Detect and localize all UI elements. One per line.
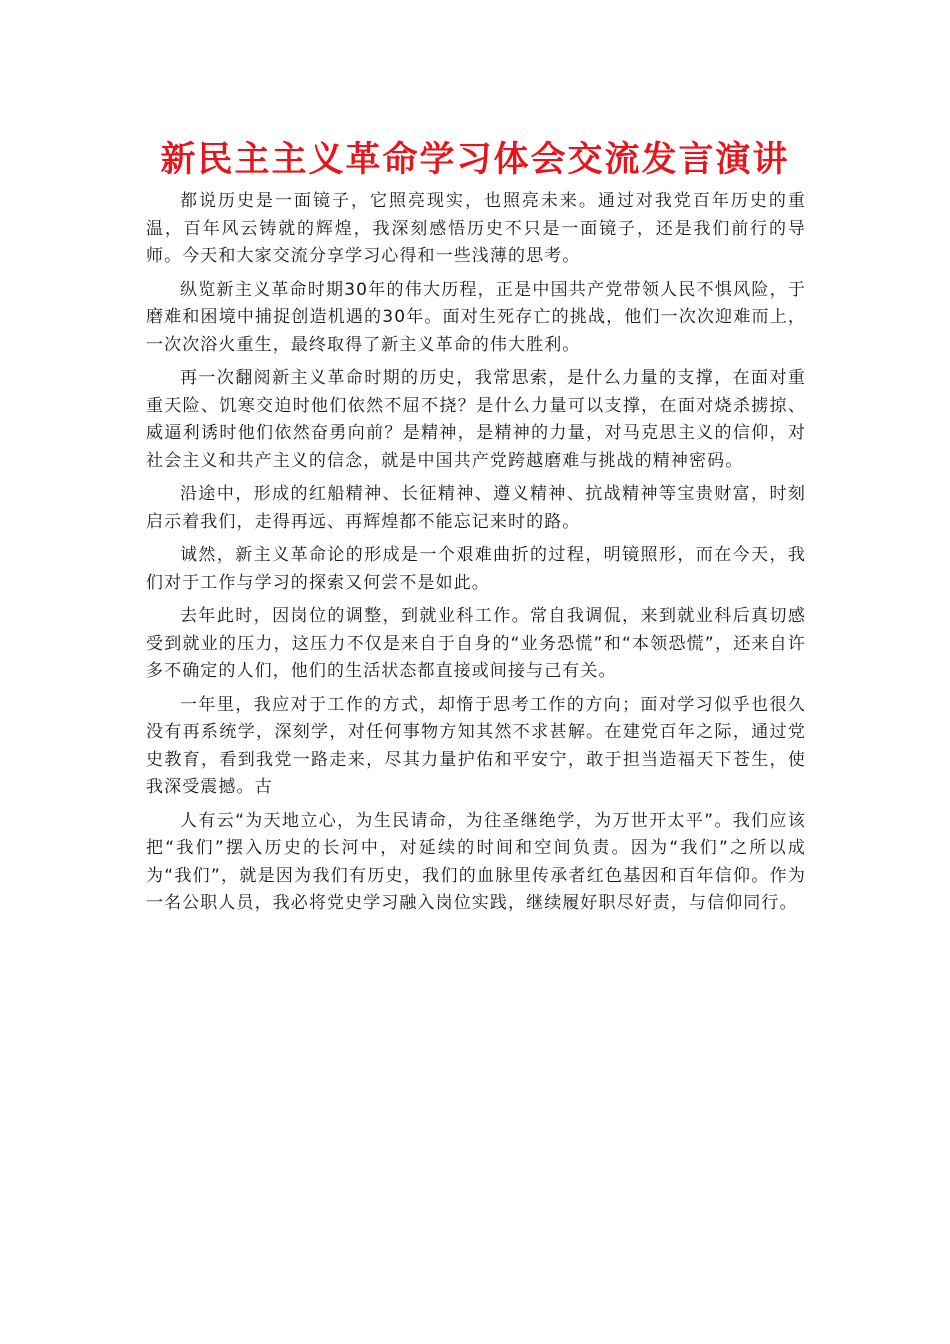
paragraph: 再一次翻阅新主义革命时期的历史，我常思索，是什么力量的支撑，在面对重重天险、饥寒交迫时他们依然不屈不挠？是什么力量可以支撑，在面对烧杀掳掠、威逼利诱时他们依然奋勇向前？是精神，是精神的力量，对马克思主义的信仰，对社会主义和共产主义的信念，就是中国共产党跨越磨难与挑战的精神密码。: [146, 368, 806, 471]
paragraph: 人有云“为天地立心，为生民请命，为往圣继绝学，为万世开太平”。我们应该把“我们”摆入历史的长河中，对延续的时间和空间负责。因为“我们”之所以成为“我们”，就是因为我们有历史，我们的血脉里传承者红色基因和百年信仰。作为一名公职人员，我必将党史学习融入岗位实践，继续履好职尽好责，与信仰同行。: [146, 810, 806, 913]
paragraph: 纵览新主义革命时期30年的伟大历程，正是中国共产党带领人民不惧风险，于磨难和困境中捕捉创造机遇的30年。面对生死存亡的挑战，他们一次次迎难而上，一次次浴火重生，最终取得了新主义革命的伟大胜利。: [146, 279, 806, 355]
paragraph: 诚然，新主义革命论的形成是一个艰难曲折的过程，明镜照形，而在今天，我们对于工作与学习的探索又何尝不是如此。: [146, 545, 806, 593]
document-body: [146, 188, 806, 924]
paragraph: 都说历史是一面镜子，它照亮现实，也照亮未来。通过对我党百年历史的重温，百年风云铸就的辉煌，我深刻感悟历史不只是一面镜子，还是我们前行的导师。今天和大家交流分享学习心得和一些浅薄的思考。: [146, 191, 806, 266]
paragraph: 沿途中，形成的红船精神、长征精神、遵义精神、抗战精神等宝贵财富，时刻启示着我们，走得再远、再辉煌都不能忘记来时的路。: [146, 484, 806, 532]
document-title: 新民主主义革命学习体会交流发言演讲: [160, 139, 790, 180]
paragraph: 去年此时，因岗位的调整，到就业科工作。常自我调侃，来到就业科后真切感受到就业的压力，这压力不仅是来自于自身的“业务恐慌”和“本领恐慌”，还来自许多不确定的人们，他们的生活状态都直接或间接与己有关。: [146, 606, 806, 681]
paragraph: 一年里，我应对于工作的方式，却惰于思考工作的方向；面对学习似乎也很久没有再系统学，深刻学，对任何事物方知其然不求甚解。在建党百年之际，通过党史教育，看到我党一路走来，尽其力量护佑和平安宁，敢于担当造福天下苍生，使我深受震撼。古: [146, 694, 806, 797]
